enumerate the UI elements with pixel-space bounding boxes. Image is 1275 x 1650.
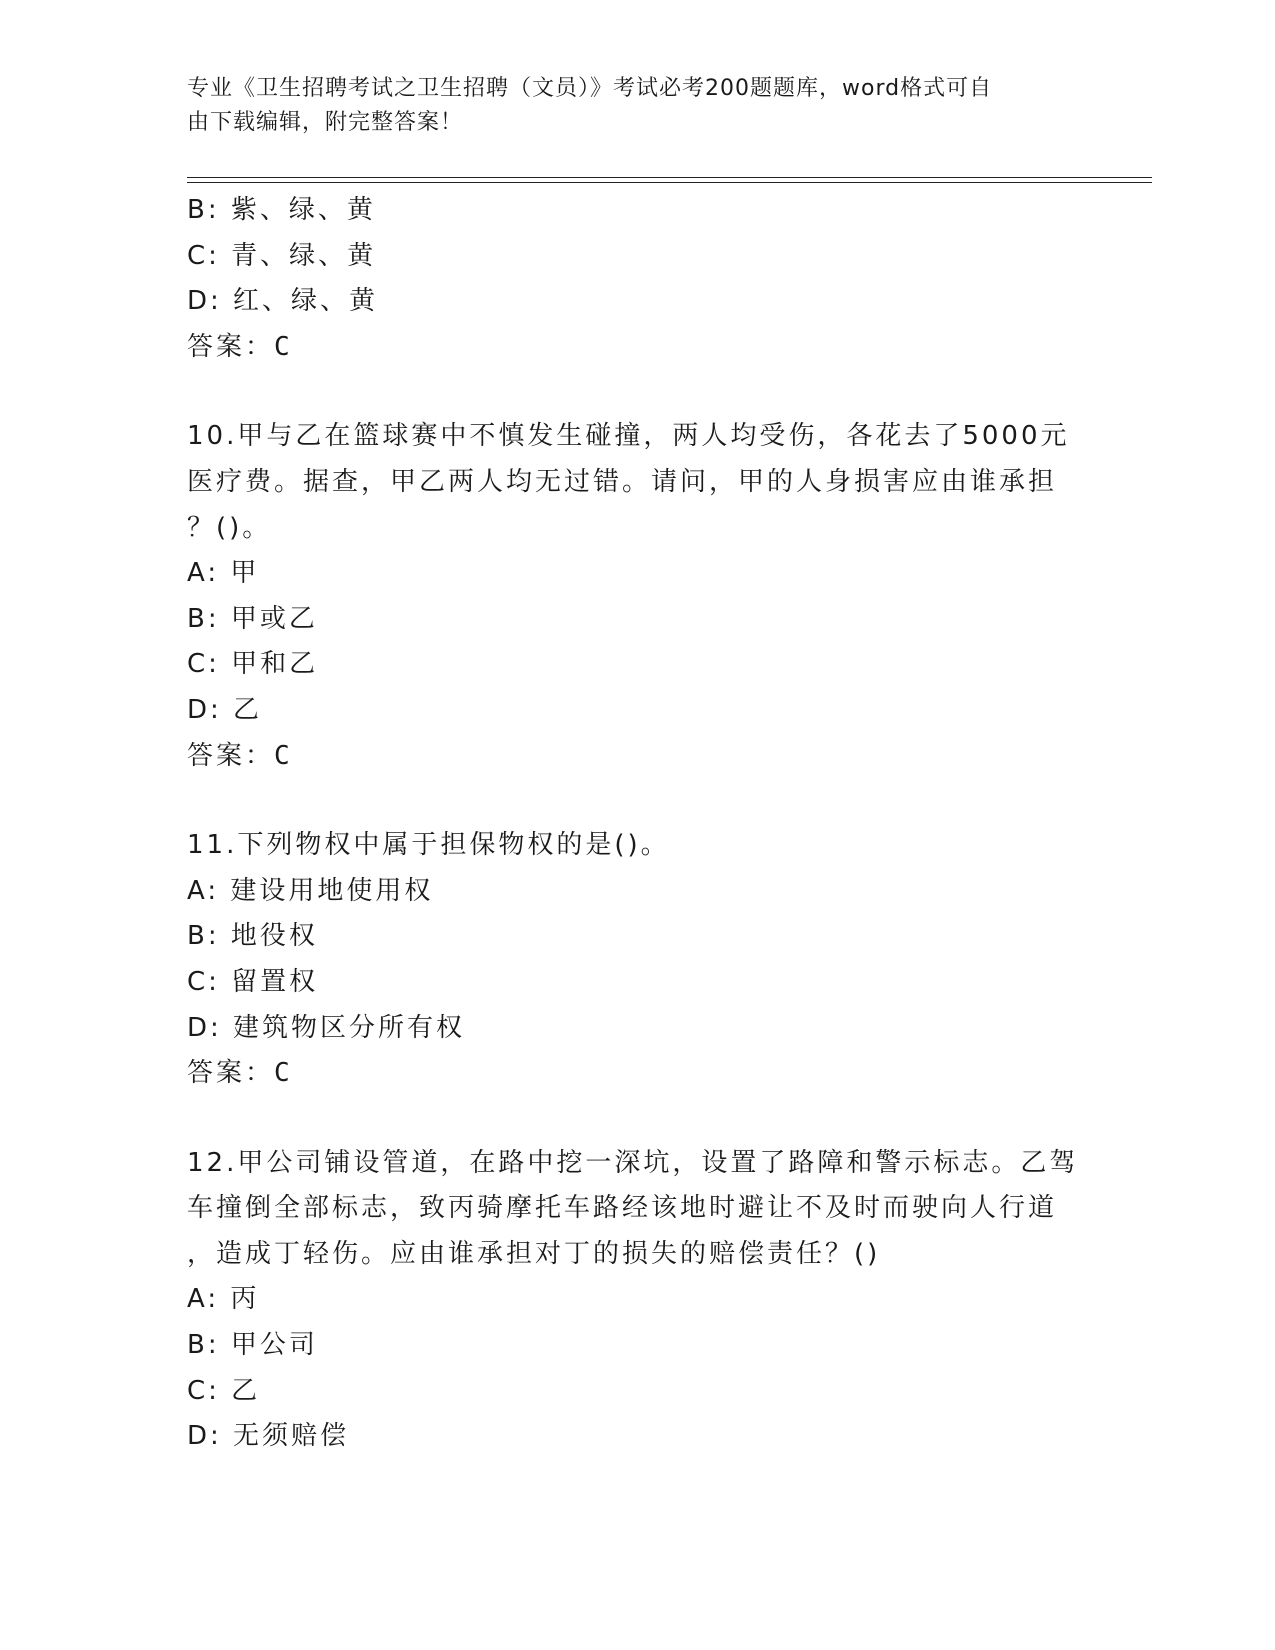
option-a: A: 建设用地使用权: [187, 875, 434, 906]
question-text-line: 医疗费。据查，甲乙两人均无过错。请问，甲的人身损害应由谁承担: [187, 466, 1058, 497]
option-c: C: 甲和乙: [187, 649, 319, 680]
document-header: [187, 72, 1067, 140]
option-a: A: 甲: [187, 558, 260, 589]
option-d: D: 红、绿、黄: [187, 286, 379, 317]
option-d: D: 建筑物区分所有权: [187, 1012, 466, 1043]
option-c: C: 留置权: [187, 966, 319, 997]
option-b: B: 甲公司: [187, 1330, 318, 1361]
question-12: [187, 1141, 1087, 1460]
question-text-line: 10.甲与乙在篮球赛中不慎发生碰撞，两人均受伤，各花去了5000元: [187, 421, 1070, 452]
answer-label: 答案：C: [187, 1058, 293, 1089]
header-line-2: 由下载编辑，附完整答案！: [187, 110, 464, 135]
question-text-line: 车撞倒全部标志，致丙骑摩托车路经该地时避让不及时而驶向人行道: [187, 1193, 1058, 1224]
question-text-line: 12.甲公司铺设管道，在路中挖一深坑，设置了路障和警示标志。乙驾: [187, 1147, 1079, 1178]
option-b: B: 甲或乙: [187, 603, 318, 634]
option-d: D: 乙: [187, 694, 263, 725]
option-c: C: 乙: [187, 1375, 261, 1406]
answer-label: 答案：C: [187, 331, 293, 362]
option-b: B: 地役权: [187, 921, 318, 952]
header-line-1: 专业《卫生招聘考试之卫生招聘（文员）》考试必考200题题库，word格式可自: [187, 76, 993, 101]
option-b: B: 紫、绿、黄: [187, 195, 376, 225]
option-c: C: 青、绿、黄: [187, 240, 377, 271]
header-divider-top: [187, 177, 1152, 178]
option-d: D: 无须赔偿: [187, 1421, 350, 1452]
answer-label: 答案：C: [187, 740, 293, 771]
question-text-line: ，造成丁轻伤。应由谁承担对丁的损失的赔偿责任？(): [187, 1238, 881, 1269]
header-divider-bottom: [187, 182, 1152, 183]
question-text-line: 11.下列物权中属于担保物权的是()。: [187, 830, 670, 861]
question-10: [187, 414, 1087, 779]
question-text-line: ？()。: [187, 512, 272, 543]
question-11: [187, 823, 1087, 1097]
question-9-continued: [187, 188, 1087, 370]
option-a: A: 丙: [187, 1284, 260, 1315]
question-list: [187, 188, 1087, 1460]
